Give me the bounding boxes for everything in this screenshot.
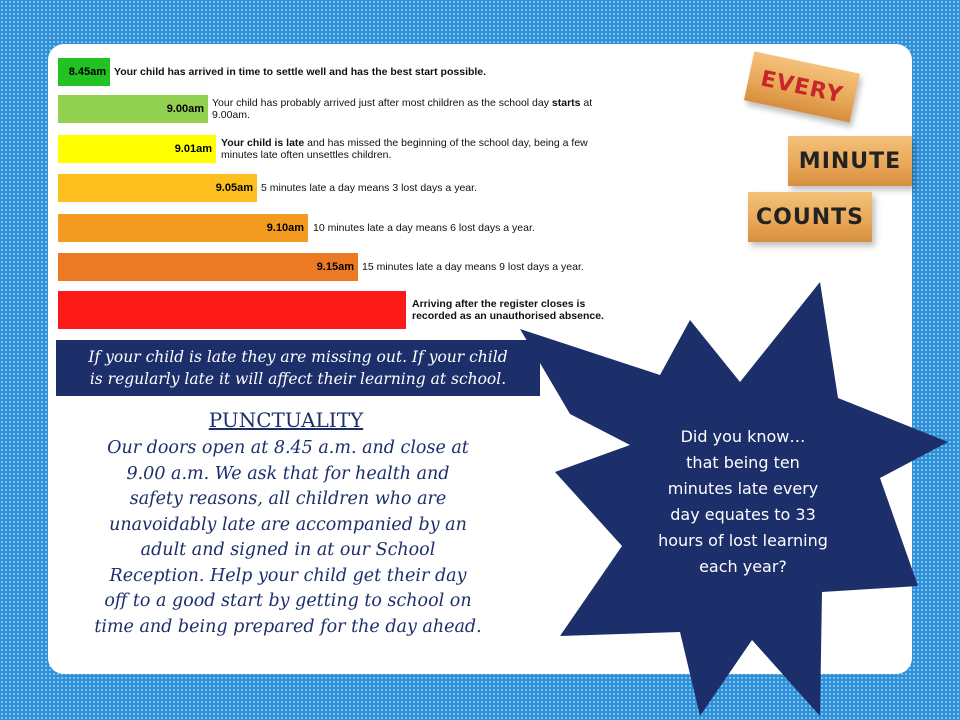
scale-text-910: 10 minutes late a day means 6 lost days a year. bbox=[313, 222, 535, 234]
block-every: EVERY bbox=[744, 51, 860, 122]
scale-bar-910: 9.10am bbox=[58, 214, 308, 242]
scale-text-915: 15 minutes late a day means 9 lost days a year. bbox=[362, 261, 584, 273]
punctuality-title: PUNCTUALITY bbox=[208, 408, 364, 432]
scale-bar-901: 9.01am bbox=[58, 135, 216, 163]
scale-text-845: Your child has arrived in time to settle well and has the best start possible. bbox=[114, 66, 487, 78]
punctuality-line: time and being prepared for the day ahead. bbox=[94, 616, 482, 637]
punctuality-line: safety reasons, all children who are bbox=[129, 489, 447, 509]
scale-bar-905: 9.05am bbox=[58, 174, 257, 202]
scale-text-900: Your child has probably arrived just after most children as the school day starts at 9.00am. bbox=[212, 97, 593, 121]
scale-text-905: 5 minutes late a day means 3 lost days a year. bbox=[261, 182, 477, 194]
scale-text-register-closed: Arriving after the register closes is recorded as an unauthorised absence. bbox=[412, 298, 604, 322]
did-you-know-text: Did you know… that being ten minutes late every day equates to 33 hours of lost learning each year? bbox=[658, 427, 828, 576]
banner-line-1: If your child is late they are missing out. If your child bbox=[88, 348, 508, 366]
punctuality-line: Our doors open at 8.45 a.m. and close at bbox=[107, 438, 469, 458]
block-minute: MINUTE bbox=[788, 136, 912, 186]
punctuality-line: off to a good start by getting to school on bbox=[104, 591, 472, 611]
punctuality-line: Reception. Help your child get their day bbox=[109, 565, 467, 586]
punctuality-line: unavoidably late are accompanied by an bbox=[109, 514, 467, 535]
punctuality-line: 9.00 a.m. We ask that for health and bbox=[126, 463, 450, 484]
scale-bar-845: 8.45am bbox=[58, 58, 110, 86]
punctuality-line: adult and signed in at our School bbox=[140, 540, 436, 560]
scale-bar-900: 9.00am bbox=[58, 95, 208, 123]
scale-bar-915: 9.15am bbox=[58, 253, 358, 281]
banner-line-2: is regularly late it will affect their learning at school. bbox=[89, 370, 507, 388]
block-counts: COUNTS bbox=[748, 192, 872, 242]
scale-text-901: Your child is late and has missed the beginning of the school day, being a few minutes late often unsettles children. bbox=[221, 137, 588, 161]
